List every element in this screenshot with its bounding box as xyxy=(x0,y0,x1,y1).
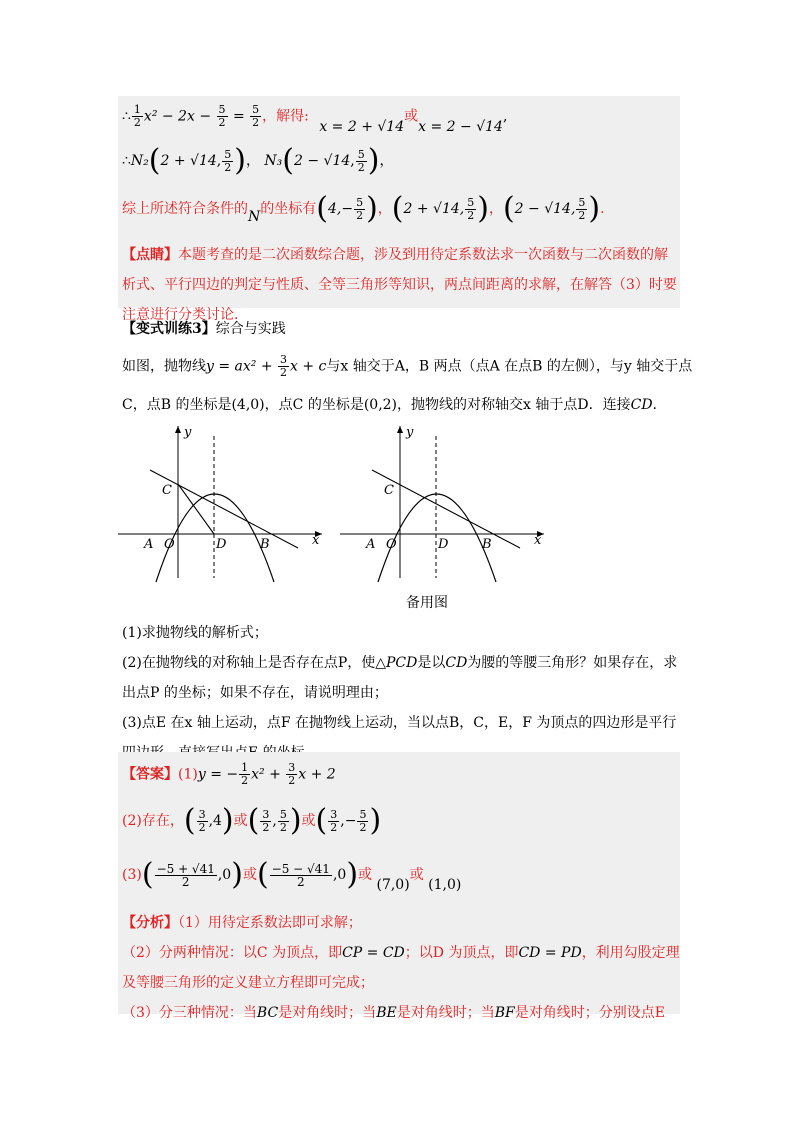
answer-2-line: (2)存在，( $\frac{3}{2}$ ,4)或( $\frac{3}{2}$ , $\frac{5}{2}$ )或( $\frac{3}{2}$ ,− $\frac{5}{2}$ ) xyxy=(122,803,382,838)
solution-2: x = 2 − √14 xyxy=(418,118,503,135)
parabola-graph-backup xyxy=(340,422,560,592)
summary-line: 综上所述符合条件的N的坐标有(4,− $\frac{5}{2}$ )，(2 + √14, $\frac{5}{2}$ )，(2 − √14, $\frac{5}{2}$ ). xyxy=(122,191,605,226)
graph-label-b: B xyxy=(260,537,270,552)
svg-text:x: x xyxy=(534,533,542,548)
svg-text:A: A xyxy=(366,537,376,552)
variant-label: 【变式训练3】 xyxy=(122,321,216,337)
graph-label-a: A xyxy=(144,537,154,552)
n2-label: N₂ xyxy=(130,153,149,169)
answer-point-1: (1,0) xyxy=(428,877,462,893)
parabola-graph-main xyxy=(118,422,338,592)
intro-line-1: 如图，抛物线y = ax² + $\frac{3}{2}$ x + c与x 轴交于A，B 两点（点A 在点B 的左侧），与y 轴交于点 xyxy=(122,353,693,379)
comment-label: 【点睛】 xyxy=(122,247,178,263)
equation-expr: x² − 2x − xyxy=(143,108,216,125)
point-3-x: 2 − √14, xyxy=(514,201,576,217)
point-2-x: 2 + √14, xyxy=(403,201,465,217)
answer-3-line: (3)( $\frac{-5 + √41}{2}$ ,0)或( $\frac{-5 - √41}{2}$ ,0)或 (7,0)或 (1,0) xyxy=(122,857,462,893)
n3-label: N₃ xyxy=(264,153,283,169)
graph-label-x: x xyxy=(312,533,320,548)
backup-figure-caption: 备用图 xyxy=(406,595,448,611)
answer-point-7: (7,0) xyxy=(376,877,410,893)
svg-text:O: O xyxy=(386,537,397,552)
comment-block: 【点睛】本题考查的是二次函数综合题，涉及到用待定系数法求一次函数与二次函数的解 析式、平行四边的判定与性质、全等三角形等知识，两点间距离的求解，在解答（3）时要 注意进行分类讨论. xyxy=(122,247,677,323)
questions-block: (1)求抛物线的解析式； (2)在抛物线的对称轴上是否存在点P，使△PCD是以CD为腰的等腰三角形？如果存在，求 出点P 的坐标；如果不存在，请说明理由； (3)点E 在x 轴上运动，点F 在抛物线上运动，当以点B，C，E，F 为顶点的四边形是平行 xyxy=(122,625,678,731)
answer-label: 【答案】 xyxy=(122,766,178,783)
answer-1-line: 【答案】(1)y = − $\frac{1}{2}$ x² + $\frac{3}{2}$ x + 2 xyxy=(122,761,336,787)
point-1-x: 4, xyxy=(327,201,342,217)
analysis-block: 【分析】（1）用待定系数法即可求解； （2）分两种情况：以C 为顶点，即CP = CD；以D 为顶点，即CD = PD，利用勾股定理 及等腰三角形的定义建立方程即可完成； （3）分三种情况：当BC是对角线时；当BE是对角线时；当BF是对角线时；分别设点E xyxy=(122,915,680,1021)
n-points-line: ∴N₂(2 + √14, $\frac{5}{2}$ )， N₃(2 − √14, $\frac{5}{2}$ )， xyxy=(122,143,394,178)
graph-label-y: y xyxy=(184,425,192,440)
intro-line-2: C，点B 的坐标是(4,0)，点C 的坐标是(0,2)，抛物线的对称轴交x 轴于点D．连接CD. xyxy=(122,397,657,413)
n2-x: 2 + √14 xyxy=(160,153,217,169)
svg-text:y: y xyxy=(406,425,414,440)
or-text: 或 xyxy=(404,108,419,125)
svg-text:C: C xyxy=(384,483,394,498)
svg-text:B: B xyxy=(482,537,492,552)
svg-text:D: D xyxy=(438,537,449,552)
graph-label-c: C xyxy=(162,483,172,498)
n3-x: 2 − √14 xyxy=(294,153,351,169)
variant-heading: 【变式训练3】综合与实践 xyxy=(122,321,286,337)
graph-label-o: O xyxy=(164,537,175,552)
fraction-half: $\frac{1}{2}$ xyxy=(133,103,141,129)
graph-label-d: D xyxy=(216,537,227,552)
solve-label: 解得: xyxy=(276,108,309,125)
equation-line: ∴ $\frac{1}{2}$ x² − 2x − $\frac{5}{2}$ = $\frac{5}{2}$ ，解得: x = 2 + √14或x = 2 − √14, xyxy=(122,103,508,135)
solution-1: x = 2 + √14 xyxy=(319,118,405,135)
therefore-symbol: ∴ xyxy=(122,108,131,125)
